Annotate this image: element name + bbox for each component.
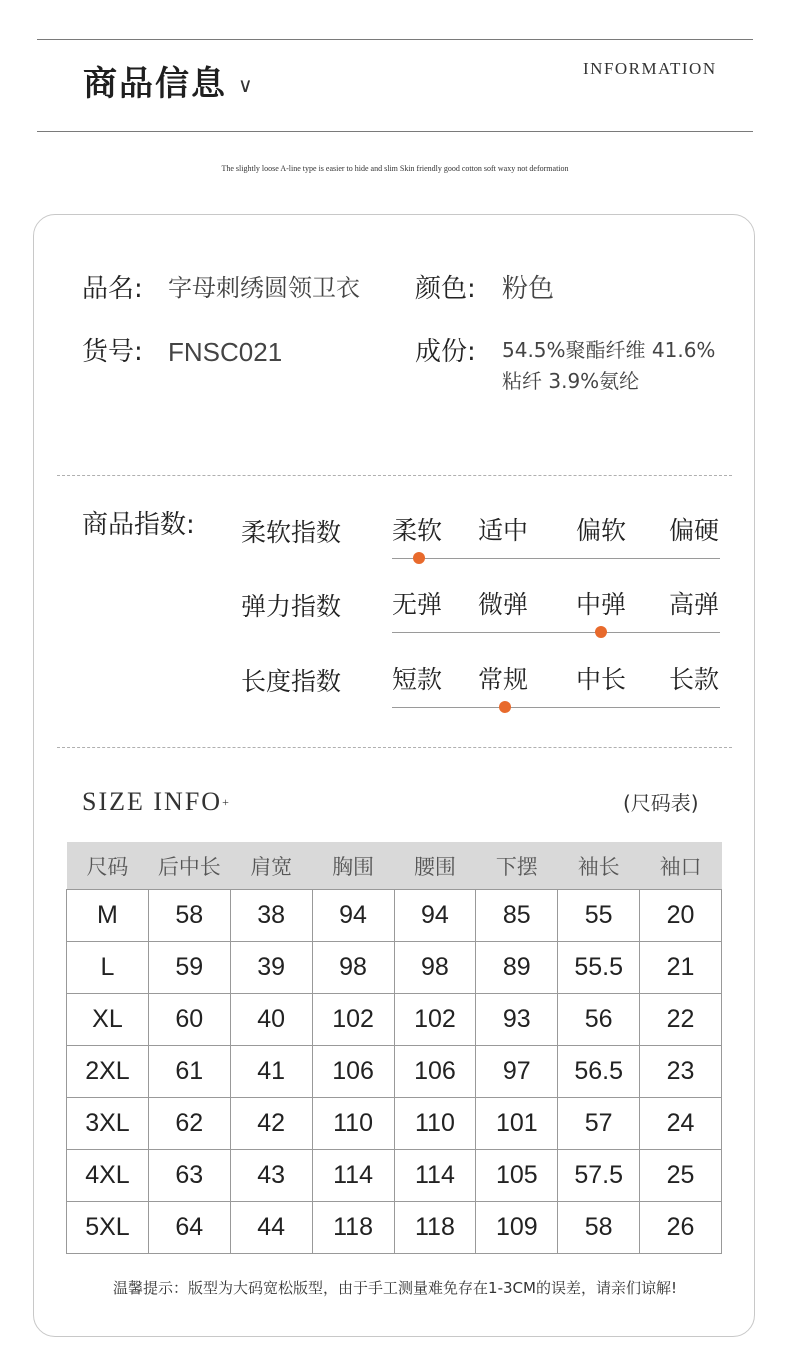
table-row [67, 1098, 722, 1150]
code-label: 货号: [82, 337, 143, 367]
index-marker [413, 552, 425, 564]
size-cell: 60 [148, 994, 230, 1046]
size-header-cell: 袖口 [640, 842, 722, 890]
size-title [82, 786, 231, 818]
size-cell: 101 [476, 1098, 558, 1150]
name-value: 字母刺绣圆领卫衣 [168, 274, 360, 302]
index-marker [595, 626, 607, 638]
index-track [392, 707, 720, 708]
size-cell: 63 [148, 1150, 230, 1202]
size-cell: 56 [558, 994, 640, 1046]
section-title-en: INFORMATION [583, 59, 717, 78]
size-cell: 40 [230, 994, 312, 1046]
size-cell: 85 [476, 890, 558, 942]
size-cell: 58 [558, 1202, 640, 1254]
size-cell: 26 [640, 1202, 722, 1254]
size-cell: XL [67, 994, 149, 1046]
tagline: The slightly loose A-line type is easier to hide and slim Skin friendly good cotton soft waxy not deformation [221, 164, 569, 173]
measurement-note: 温馨提示：版型为大码宽松版型，由于手工测量难免存在1-3CM的误差，请亲们谅解! [113, 1279, 677, 1297]
table-row [67, 1046, 722, 1098]
size-cell: 4XL [67, 1150, 149, 1202]
size-cell: 22 [640, 994, 722, 1046]
index-option: 中弹 [576, 590, 627, 619]
size-cell: 97 [476, 1046, 558, 1098]
size-cell: 43 [230, 1150, 312, 1202]
size-cell: 106 [394, 1046, 476, 1098]
index-track [392, 558, 720, 559]
name-label: 品名: [82, 274, 143, 304]
size-cell: 39 [230, 942, 312, 994]
size-cell: 38 [230, 890, 312, 942]
size-cell: 21 [640, 942, 722, 994]
size-cell: 114 [312, 1150, 394, 1202]
index-option: 偏硬 [669, 516, 720, 545]
size-cell: 57 [558, 1098, 640, 1150]
index-track [392, 632, 720, 633]
size-cell: 110 [394, 1098, 476, 1150]
size-table-header [67, 842, 722, 890]
size-cell: 57.5 [558, 1150, 640, 1202]
table-row [67, 942, 722, 994]
size-cell: 118 [312, 1202, 394, 1254]
size-cell: 59 [148, 942, 230, 994]
size-cell: 5XL [67, 1202, 149, 1254]
size-cell: 94 [394, 890, 476, 942]
size-cell: 109 [476, 1202, 558, 1254]
size-cell: 42 [230, 1098, 312, 1150]
index-name: 弹力指数 [241, 592, 342, 621]
size-header-cell: 肩宽 [230, 842, 312, 890]
size-cell: 55 [558, 890, 640, 942]
size-header-cell: 尺码 [67, 842, 149, 890]
size-header-cell: 胸围 [312, 842, 394, 890]
table-row [67, 890, 722, 942]
size-cell: M [67, 890, 149, 942]
index-option: 微弹 [478, 590, 529, 619]
size-cell: 2XL [67, 1046, 149, 1098]
top-divider [37, 39, 753, 40]
size-cell: 62 [148, 1098, 230, 1150]
chevron-down-icon: ∨ [238, 73, 253, 97]
color-label: 颜色: [415, 274, 476, 304]
index-name: 长度指数 [241, 667, 342, 696]
table-row [67, 1150, 722, 1202]
composition-value: 54.5%聚酯纤维 41.6%粘纤 3.9%氨纶 [502, 338, 716, 393]
size-cell: 105 [476, 1150, 558, 1202]
header-divider [37, 131, 753, 132]
index-option: 短款 [392, 665, 443, 694]
size-cell: 64 [148, 1202, 230, 1254]
size-cell: 118 [394, 1202, 476, 1254]
size-title-sup: + [222, 795, 231, 809]
size-cell: 98 [312, 942, 394, 994]
index-option: 柔软 [392, 516, 443, 545]
index-option: 长款 [669, 665, 720, 694]
size-cell: 114 [394, 1150, 476, 1202]
index-option: 适中 [478, 516, 529, 545]
index-option: 无弹 [392, 590, 443, 619]
color-value: 粉色 [502, 274, 555, 304]
index-option: 偏软 [576, 516, 627, 545]
size-cell: 55.5 [558, 942, 640, 994]
size-cell: 44 [230, 1202, 312, 1254]
size-header-cell: 腰围 [394, 842, 476, 890]
size-header-cell: 后中长 [148, 842, 230, 890]
size-cell: 56.5 [558, 1046, 640, 1098]
size-cell: 58 [148, 890, 230, 942]
index-option: 高弹 [669, 590, 720, 619]
size-cell: 106 [312, 1046, 394, 1098]
size-cell: 110 [312, 1098, 394, 1150]
size-cell: 24 [640, 1098, 722, 1150]
size-cell: 20 [640, 890, 722, 942]
size-cell: 23 [640, 1046, 722, 1098]
size-subtitle: (尺码表) [623, 791, 699, 815]
section-title: 商品信息 [83, 64, 227, 104]
size-cell: 25 [640, 1150, 722, 1202]
size-cell: 89 [476, 942, 558, 994]
size-cell: 93 [476, 994, 558, 1046]
table-row [67, 1202, 722, 1254]
size-cell: 94 [312, 890, 394, 942]
index-marker [499, 701, 511, 713]
size-cell: 3XL [67, 1098, 149, 1150]
size-table [66, 842, 722, 1254]
index-name: 柔软指数 [241, 518, 342, 547]
table-row [67, 994, 722, 1046]
size-cell: 102 [312, 994, 394, 1046]
section-divider [57, 747, 732, 748]
size-cell: 102 [394, 994, 476, 1046]
size-cell: 98 [394, 942, 476, 994]
index-title: 商品指数: [82, 510, 195, 540]
size-cell: 41 [230, 1046, 312, 1098]
size-header-cell: 下摆 [476, 842, 558, 890]
index-option: 中长 [576, 665, 627, 694]
section-divider [57, 475, 732, 476]
composition-label: 成份: [415, 337, 476, 367]
size-header-cell: 袖长 [558, 842, 640, 890]
size-cell: L [67, 942, 149, 994]
size-cell: 61 [148, 1046, 230, 1098]
size-title-text: SIZE INFO [82, 787, 223, 816]
code-value: FNSC021 [168, 337, 283, 367]
index-option: 常规 [478, 665, 529, 694]
